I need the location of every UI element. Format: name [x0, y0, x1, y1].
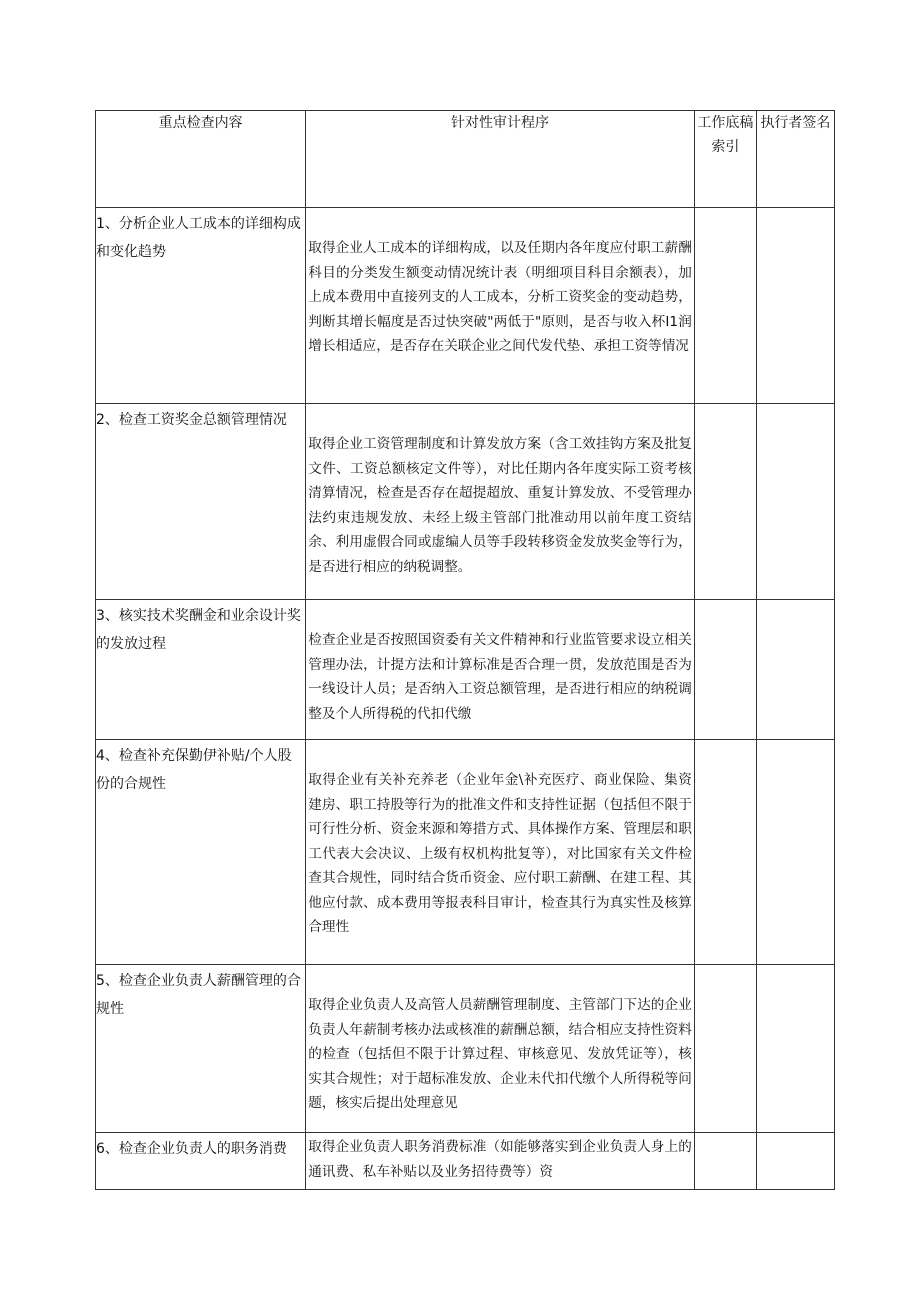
procedure-cell [306, 600, 695, 740]
header-key-content: 重点检查内容 [96, 111, 306, 208]
procedure-cell [306, 1133, 695, 1190]
audit-program-table [95, 110, 835, 1190]
key-text: 6、检查企业负责人的职务消费 [96, 1141, 287, 1157]
key-text: 3、核实技术奖酬金和业余设计奖的发放过程 [96, 608, 301, 652]
procedure-cell [306, 208, 695, 404]
header-row [96, 111, 835, 208]
procedure-cell [306, 965, 695, 1133]
header-signature: 执行者签名 [756, 111, 834, 208]
index-cell[interactable] [694, 1133, 756, 1190]
signer-cell[interactable] [756, 404, 834, 600]
index-cell[interactable] [694, 600, 756, 740]
signer-cell[interactable] [756, 600, 834, 740]
table-row [96, 965, 835, 1133]
table-row [96, 1133, 835, 1190]
table-header [96, 111, 835, 208]
key-cell [96, 208, 306, 404]
procedure-text: 检查企业是否按照国资委有关文件精神和行业监管要求设立相关管理办法，计提方法和计算标准是否合理一贯，发放范围是否为一线设计人员；是否纳入工资总额管理，是否进行相应的纳税调整及个人所得税的代扣代缴 [308, 632, 692, 722]
procedure-text: 取得企业有关补充养老（企业年金\补充医疗、商业保险、集资建房、职工持股等行为的批准文件和支持性证据（包括但不限于可行性分析、资金来源和筹措方式、具体操作方案、管理层和职工代表大会决议、上级有权机构批复等），对比国家有关文件检查其合规性，同时结合货币资金、应付职工薪酬、在建工程、其他应付款、成本费用等报表科目审计，检查其行为真实性及核算合理性 [308, 772, 692, 935]
table-row [96, 600, 835, 740]
signer-cell[interactable] [756, 965, 834, 1133]
table-row [96, 740, 835, 965]
header-workpaper-index: 工作底稿索引 [694, 111, 756, 208]
index-cell[interactable] [694, 965, 756, 1133]
procedure-text: 取得企业负责人及高管人员薪酬管理制度、主管部门下达的企业负责人年薪制考核办法或核准的薪酬总额，结合相应支持性资料的检查（包括但不限于计算过程、审核意见、发放凭证等），核实其合规性；对于超标准发放、企业未代扣代缴个人所得税等问题，核实后提出处理意见 [308, 997, 692, 1111]
index-cell[interactable] [694, 208, 756, 404]
signer-cell[interactable] [756, 740, 834, 965]
procedure-cell [306, 404, 695, 600]
procedure-text: 取得企业工资管理制度和计算发放方案（含工效挂钩方案及批复文件、工资总额核定文件等），对比任期内各年度实际工资考核清算情况，检查是否存在超提超放、重复计算发放、不受管理办法约束违规发放、未经上级主管部门批准动用以前年度工资结余、利用虚假合同或虚编人员等手段转移资金发放奖金等行为，是否进行相应的纳税调整。 [308, 436, 692, 575]
procedure-cell [306, 740, 695, 965]
key-cell [96, 404, 306, 600]
procedure-text: 取得企业人工成本的详细构成，以及任期内各年度应付职工薪酬科目的分类发生额变动情况统计表（明细项目科目余额表），加上成本费用中直接列支的人工成本，分析工资奖金的变动趋势，判断其增长幅度是否过快突破"两低于"原则，是否与收入杯I1润增长相适应，是否存在关联企业之间代发代垫、承担工资等情况 [308, 240, 692, 354]
table-row [96, 404, 835, 600]
key-text: 5、检查企业负责人薪酬管理的合规性 [96, 973, 301, 1017]
key-cell [96, 740, 306, 965]
signer-cell[interactable] [756, 1133, 834, 1190]
key-text: 4、检查补充保勤伊补贴/个人股份的合规性 [96, 748, 292, 792]
key-cell [96, 965, 306, 1133]
procedure-text: 取得企业负责人职务消费标准（如能够落实到企业负责人身上的通讯费、私车补贴以及业务招待费等）资 [308, 1139, 692, 1180]
key-text: 1、分析企业人工成本的详细构成和变化趋势 [96, 216, 301, 260]
table-body [96, 208, 835, 1190]
index-cell[interactable] [694, 740, 756, 965]
index-cell[interactable] [694, 404, 756, 600]
key-text: 2、检查工资奖金总额管理情况 [96, 412, 287, 428]
header-procedure: 针对性审计程序 [306, 111, 695, 208]
key-cell [96, 1133, 306, 1190]
key-cell [96, 600, 306, 740]
signer-cell[interactable] [756, 208, 834, 404]
table-row [96, 208, 835, 404]
